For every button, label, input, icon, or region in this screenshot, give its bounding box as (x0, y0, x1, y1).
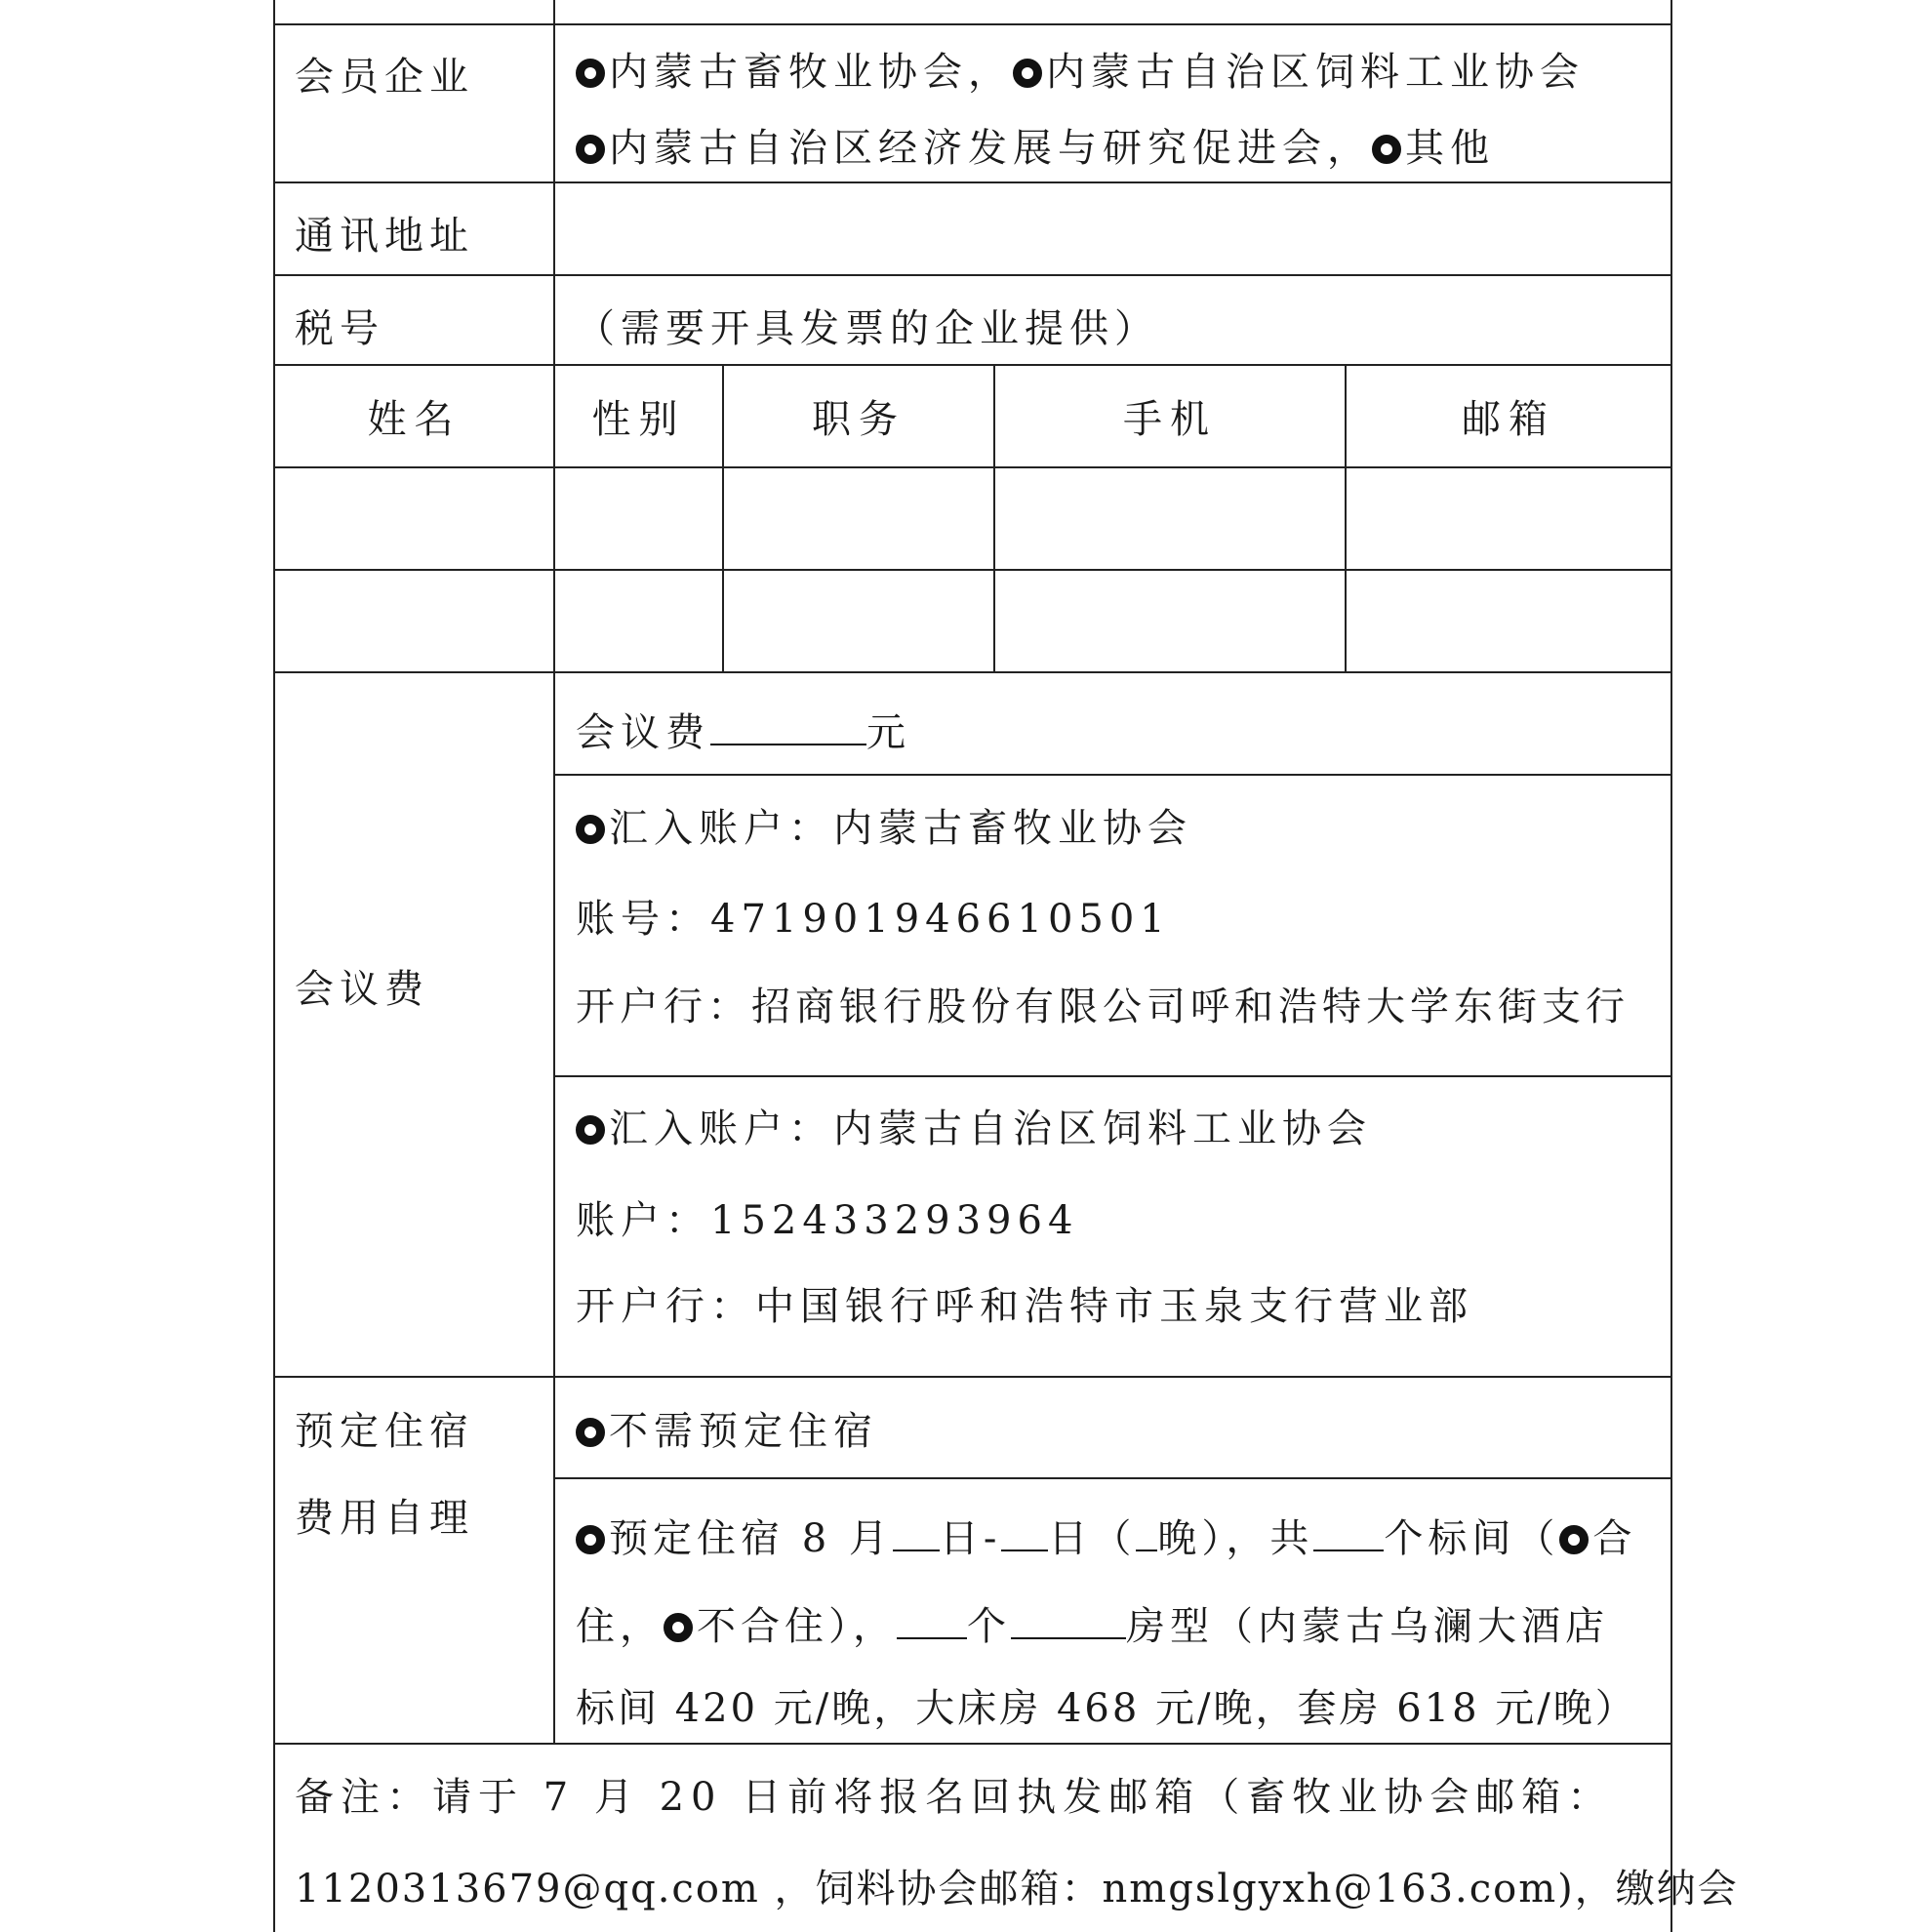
row-line-address (273, 274, 1672, 276)
start-day-input[interactable] (893, 1510, 940, 1551)
share-option-text: 合 (1592, 1516, 1637, 1561)
lodging-label-2: 费用自理 (295, 1496, 474, 1541)
end-day-input[interactable] (1001, 1510, 1048, 1551)
member-option-4: 其他 (1405, 126, 1495, 171)
radio-icon[interactable] (1372, 135, 1401, 164)
header-gender: 性别 (591, 397, 686, 442)
fee-amount (576, 704, 911, 756)
no-booking-text: 不需预定住宿 (609, 1409, 878, 1454)
share-option-text-end: 住， (576, 1604, 664, 1649)
table-border-right (1670, 0, 1672, 1932)
row-line-lodging-end (273, 1743, 1672, 1745)
row-line-tax (273, 364, 1672, 366)
fee-amount-prefix: 会议费 (576, 710, 710, 755)
row-line-top (273, 23, 1672, 25)
table-border-left (273, 0, 275, 1932)
row-line-fee-end (273, 1376, 1672, 1378)
member-option-3: 内蒙古自治区经济发展与研究促进会， (609, 126, 1372, 171)
member-options-line1 (576, 49, 1585, 96)
member-option-2: 内蒙古自治区饲料工业协会 (1046, 50, 1585, 95)
booking-line2 (576, 1598, 1609, 1650)
radio-icon[interactable] (576, 815, 605, 844)
room-type-input[interactable] (1011, 1598, 1126, 1639)
nights-input[interactable] (1136, 1510, 1157, 1551)
note-line1: 备注：请于 7 月 20 日前将报名回执发邮箱（畜牧业协会邮箱： (295, 1775, 1614, 1820)
row-line-member (273, 181, 1672, 183)
account1-title-text: 汇入账户：内蒙古畜牧业协会 (609, 806, 1192, 851)
radio-icon[interactable] (576, 59, 605, 88)
header-email: 邮箱 (1462, 397, 1555, 442)
account1-bank: 开户行：招商银行股份有限公司呼和浩特大学东街支行 (576, 985, 1630, 1029)
fee-label: 会议费 (295, 967, 429, 1012)
hotel-name-text: 房型（内蒙古乌澜大酒店 (1126, 1604, 1609, 1649)
booking-day-end: 日（ (1048, 1516, 1137, 1561)
row-line-fee-amount (553, 774, 1672, 776)
lodging-label-1: 预定住宿 (295, 1409, 474, 1454)
header-position: 职务 (812, 397, 906, 442)
no-share-option-text: 不合住）， (697, 1604, 897, 1649)
tax-hint: （需要开具发票的企业提供） (576, 306, 1159, 351)
radio-icon[interactable] (576, 135, 605, 164)
booking-month: 预定住宿 8 月 (609, 1516, 893, 1561)
member-option-1: 内蒙古畜牧业协会， (609, 50, 1013, 95)
radio-icon[interactable] (664, 1613, 693, 1642)
row-line-attendee1 (273, 569, 1672, 571)
booking-line1 (576, 1510, 1636, 1562)
member-label: 会员企业 (295, 55, 474, 100)
account2-title-text: 汇入账户：内蒙古自治区饲料工业协会 (609, 1107, 1372, 1151)
header-phone: 手机 (1123, 397, 1217, 442)
fee-amount-unit: 元 (866, 710, 911, 755)
rooms-count-input[interactable] (1313, 1510, 1384, 1551)
radio-icon[interactable] (576, 1115, 605, 1145)
radio-icon[interactable] (1013, 59, 1042, 88)
no-booking-option (576, 1408, 878, 1455)
room-count-input[interactable] (897, 1598, 967, 1639)
room-unit: 个 (967, 1604, 1011, 1649)
account2-number: 账户：152433293964 (576, 1198, 1079, 1243)
address-label: 通讯地址 (295, 214, 474, 259)
account1-number: 账号：471901946610501 (576, 897, 1171, 942)
radio-icon[interactable] (576, 1525, 605, 1554)
label-column-divider (553, 0, 555, 1744)
booking-day-separator: 日- (939, 1516, 1002, 1561)
radio-icon[interactable] (1559, 1525, 1589, 1554)
row-line-attendee2 (273, 671, 1672, 673)
account2-title (576, 1106, 1372, 1152)
row-line-no-booking (553, 1477, 1672, 1479)
header-name: 姓名 (367, 397, 462, 442)
fee-amount-input[interactable] (710, 704, 866, 745)
account1-title (576, 805, 1192, 852)
row-line-account1 (553, 1075, 1672, 1077)
booking-standard-room: 个标间（ (1384, 1516, 1560, 1561)
tax-label: 税号 (295, 306, 384, 351)
booking-prices: 标间 420 元/晚，大床房 468 元/晚，套房 618 元/晚） (576, 1686, 1637, 1731)
row-line-header (273, 466, 1672, 468)
note-line2: 1120313679@qq.com ，饲料协会邮箱：nmgslgyxh@163.com)，缴纳会 (295, 1867, 1739, 1912)
member-options-line2 (576, 125, 1495, 172)
account2-bank: 开户行：中国银行呼和浩特市玉泉支行营业部 (576, 1284, 1473, 1329)
radio-icon[interactable] (576, 1418, 605, 1447)
booking-total: 晚），共 (1157, 1516, 1314, 1561)
